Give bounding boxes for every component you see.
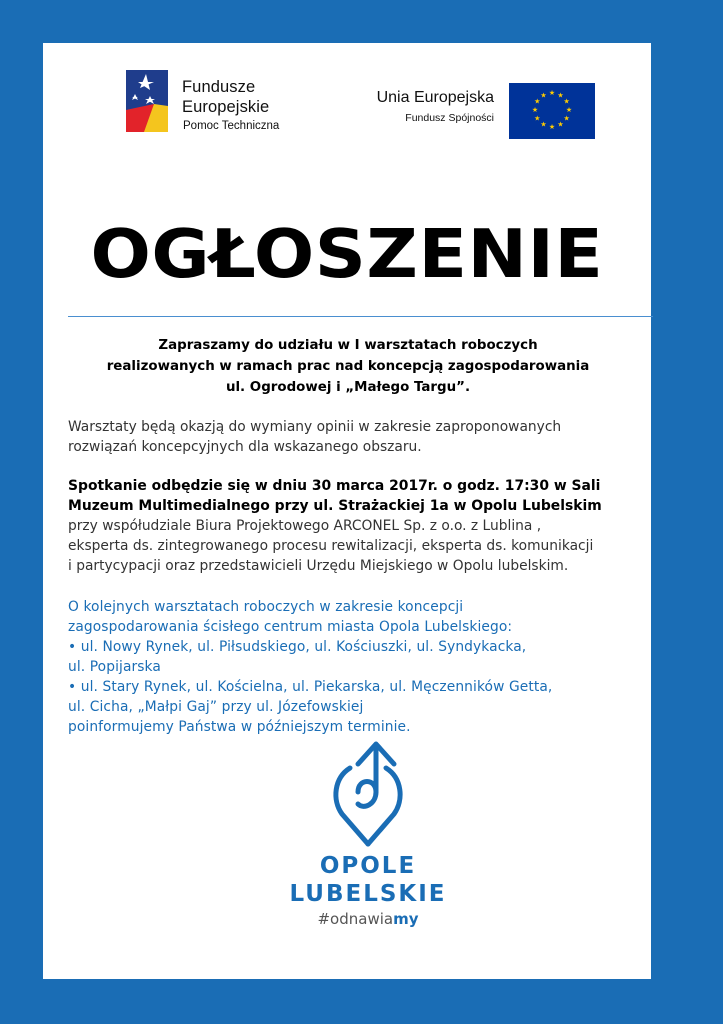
svg-text:★: ★ bbox=[557, 91, 564, 100]
lead-line: Zapraszamy do udziału w I warsztatach roboczych bbox=[158, 338, 538, 353]
svg-text:★: ★ bbox=[557, 120, 564, 129]
city-hashtag bbox=[268, 910, 468, 928]
svg-text:★: ★ bbox=[534, 114, 541, 123]
svg-text:★: ★ bbox=[565, 106, 573, 114]
meeting-line-bold: Muzeum Multimedialnego przy ul. Strażackiej 1a w Opolu Lubelskim bbox=[68, 498, 602, 514]
paragraph-line: zagospodarowania ścisłego centrum miasta Opola Lubelskiego: bbox=[68, 619, 513, 635]
ue-title: Unia Europejska bbox=[376, 89, 494, 106]
fe-line1: Fundusze bbox=[182, 78, 256, 96]
list-item-continued: ul. Popijarska bbox=[68, 659, 161, 675]
paragraph-line: i partycypacji oraz przedstawicieli Urzędu Miejskiego w Opolu lubelskim. bbox=[68, 558, 569, 574]
svg-text:★: ★ bbox=[540, 91, 547, 100]
lead-line: ul. Ogrodowej i „Małego Targu”. bbox=[225, 380, 471, 395]
page-title: OGŁOSZENIE bbox=[90, 215, 604, 293]
hashtag-prefix: #odnawia bbox=[317, 910, 394, 928]
paragraph-line: przy współudziale Biura Projektowego ARCONEL Sp. z o.o. z Lublina , bbox=[68, 518, 542, 534]
paragraph-line: eksperta ds. zintegrowanego procesu rewitalizacji, eksperta ds. komunikacji bbox=[68, 538, 594, 554]
list-item: • ul. Stary Rynek, ul. Kościelna, ul. Piekarska, ul. Męczenników Getta, bbox=[68, 679, 553, 695]
divider bbox=[68, 316, 653, 317]
paragraph-meeting-details bbox=[68, 476, 658, 576]
paragraph-next-workshops bbox=[68, 597, 658, 737]
unia-europejska-logo bbox=[341, 83, 601, 143]
paragraph-line: rozwiązań koncepcyjnych dla wskazanego obszaru. bbox=[68, 439, 422, 455]
svg-text:★: ★ bbox=[563, 97, 570, 106]
city-name-line2: LUBELSKIE bbox=[289, 881, 447, 907]
invitation-lead bbox=[58, 335, 638, 398]
paragraph-line: poinformujemy Państwa w późniejszym terminie. bbox=[68, 719, 411, 735]
svg-text:★: ★ bbox=[540, 120, 547, 129]
fe-line2: Europejskie bbox=[182, 98, 270, 116]
list-item: • ul. Nowy Rynek, ul. Piłsudskiego, ul. Kościuszki, ul. Syndykacka, bbox=[68, 639, 527, 655]
meeting-line-bold: Spotkanie odbędzie się w dniu 30 marca 2017r. o godz. 17:30 w Sali bbox=[68, 478, 601, 494]
svg-text:★: ★ bbox=[548, 89, 556, 97]
paragraph-workshop-purpose bbox=[68, 417, 658, 457]
poster-sheet bbox=[43, 43, 651, 979]
hashtag-suffix: my bbox=[393, 910, 419, 928]
fundusze-europejskie-emblem-icon bbox=[126, 70, 168, 132]
svg-text:★: ★ bbox=[534, 97, 541, 106]
paragraph-line: O kolejnych warsztatach roboczych w zakresie koncepcji bbox=[68, 599, 464, 615]
bottom-border bbox=[43, 979, 651, 1024]
fe-subtitle: Pomoc Techniczna bbox=[183, 120, 280, 132]
list-item-continued: ul. Cicha, „Małpi Gaj” przy ul. Józefowskiej bbox=[68, 699, 364, 715]
city-name-line1: OPOLE bbox=[319, 853, 417, 879]
svg-text:★: ★ bbox=[563, 114, 570, 123]
lead-line: realizowanych w ramach prac nad koncepcją zagospodarowania bbox=[106, 359, 590, 374]
logo-header bbox=[43, 43, 651, 153]
fundusze-europejskie-logo bbox=[126, 68, 306, 150]
opole-lubelskie-logo bbox=[268, 738, 468, 928]
eu-flag-icon bbox=[509, 83, 595, 139]
paragraph-line: Warsztaty będą okazją do wymiany opinii w zakresie zaproponowanych bbox=[68, 419, 562, 435]
svg-text:★: ★ bbox=[548, 123, 556, 131]
city-renewal-icon bbox=[328, 738, 408, 848]
svg-text:★: ★ bbox=[531, 106, 539, 114]
ue-subtitle: Fundusz Spójności bbox=[405, 112, 494, 124]
